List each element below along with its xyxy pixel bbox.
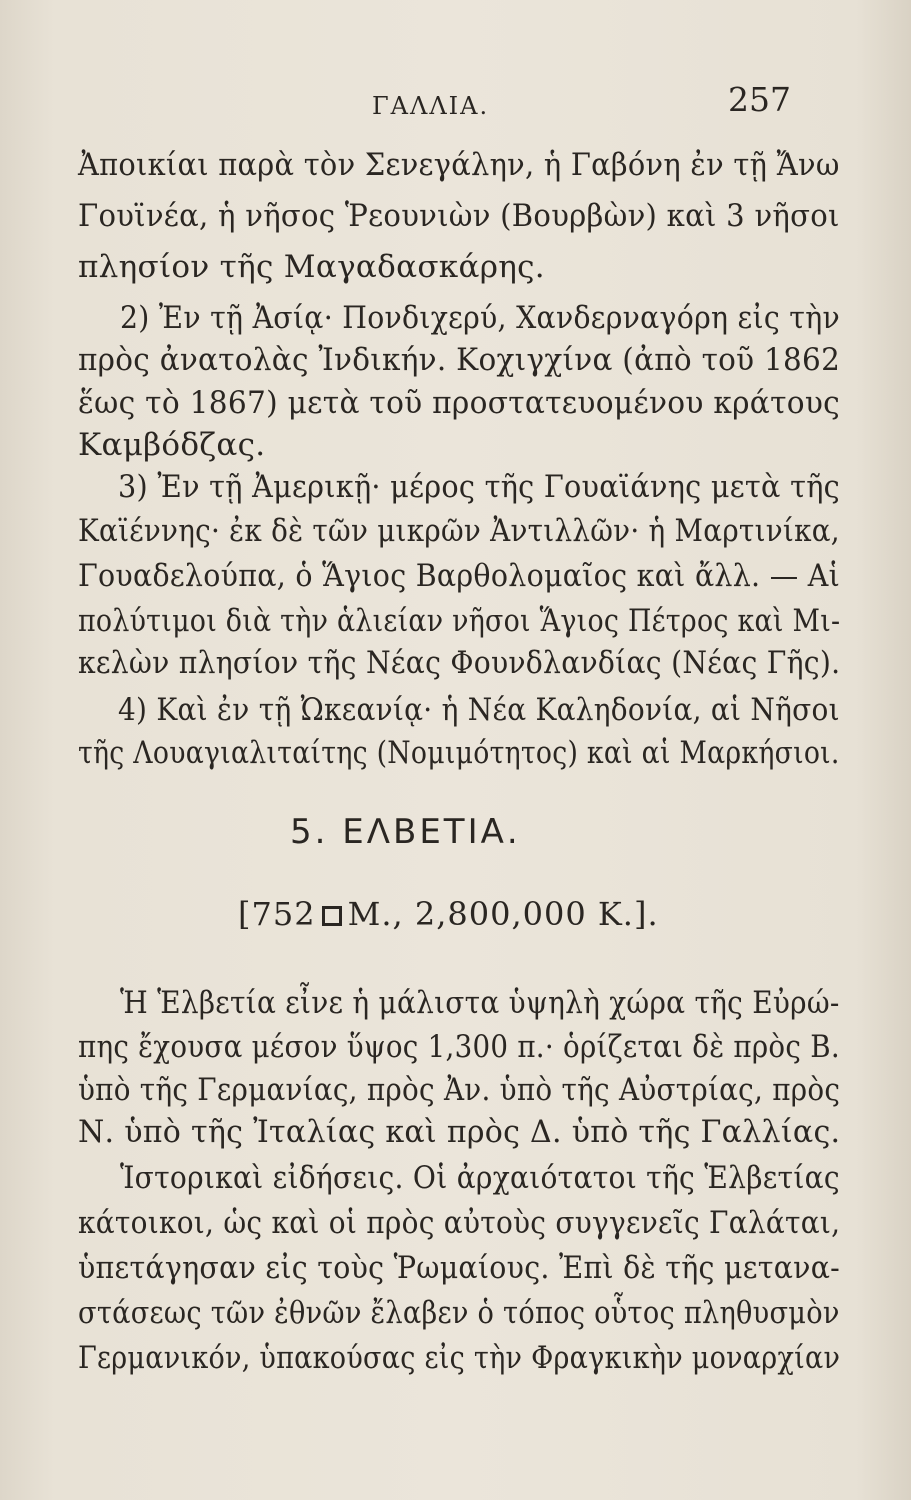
stats-population: Μ., 2,800,000 Κ.]. (347, 895, 659, 933)
text-line: Γουϊνέα, ἡ νῆσος Ῥεουνιὼν (Βουρβὼν) καὶ 3 νῆσοι (78, 198, 840, 234)
text-line: στάσεως τῶν ἐθνῶν ἔλαβεν ὁ τόπος οὗτος πληθυσμὸν (78, 1295, 840, 1331)
text-line: Ἡ Ἑλβετία εἶνε ἡ μάλιστα ὑψηλὴ χώρα τῆς Εὐρώ- (120, 985, 840, 1021)
text-line: Ἱστορικαὶ εἰδήσεις. Οἱ ἀρχαιότατοι τῆς Ἑλβετίας (120, 1160, 840, 1196)
text-line: τῆς Λουαγιαλιταίτης (Νομιμότητος) καὶ αἱ Μαρκήσιοι. (78, 735, 840, 771)
running-header-title: ΓΑΛΛΙΑ. (372, 92, 490, 120)
page-number: 257 (728, 80, 791, 119)
text-line: Γουαδελούπα, ὁ Ἅγιος Βαρθολομαῖος καὶ ἄλλ. — Αἱ (78, 558, 841, 594)
text-line: ὑπὸ τῆς Γερμανίας, πρὸς Ἀν. ὑπὸ τῆς Αὐστρίας, πρὸς (78, 1072, 841, 1108)
text-line: ἕως τὸ 1867) μετὰ τοῦ προστατευομένου κράτους (78, 385, 840, 421)
text-line: πρὸς ἀνατολὰς Ἰνδικήν. Κοχιγχίνα (ἀπὸ τοῦ 1862 (78, 342, 841, 378)
stats-area: [752 (238, 895, 316, 933)
text-line: Γερμανικόν, ὑπακούσας εἰς τὴν Φραγκικὴν μοναρχίαν (78, 1340, 841, 1376)
text-line: κελὼν πλησίον τῆς Νέας Φουνδλανδίας (Νέας Γῆς). (78, 645, 841, 681)
text-line: 2) Ἐν τῇ Ἀσίᾳ· Πονδιχερύ, Χανδερναγόρη εἰς τὴν (120, 300, 840, 336)
text-line: Ἀποικίαι παρὰ τὸν Σενεγάλην, ἡ Γαβόνη ἐν τῇ Ἄνω (78, 147, 840, 183)
text-line: πλησίον τῆς Μαγαδασκάρης. (78, 249, 545, 285)
text-line: Καϊέννης· ἐκ δὲ τῶν μικρῶν Ἀντιλλῶν· ἡ Μαρτινίκα, (78, 513, 840, 549)
text-line: πολύτιμοι διὰ τὴν ἁλιείαν νῆσοι Ἅγιος Πέτρος καὶ Μι- (78, 603, 841, 639)
text-line: 3) Ἐν τῇ Ἀμερικῇ· μέρος τῆς Γουαϊάνης μετὰ τῆς (118, 469, 840, 505)
square-icon (322, 906, 342, 926)
section-heading: 5. ΕΛΒΕΤΙΑ. (290, 812, 521, 852)
text-line: 4) Καὶ ἐν τῇ Ὠκεανίᾳ· ἡ Νέα Καληδονία, αἱ Νῆσοι (118, 692, 840, 728)
text-line: κάτοικοι, ὡς καὶ οἱ πρὸς αὐτοὺς συγγενεῖς Γαλάται, (78, 1205, 841, 1241)
text-line: Καμβόδζας. (78, 427, 266, 463)
area-population-stats (238, 895, 659, 933)
text-line: πης ἔχουσα μέσον ὕψος 1,300 π.· ὁρίζεται δὲ πρὸς Β. (78, 1029, 840, 1065)
text-line: Ν. ὑπὸ τῆς Ἰταλίας καὶ πρὸς Δ. ὑπὸ τῆς Γαλλίας. (78, 1114, 841, 1150)
text-line: ὑπετάγησαν εἰς τοὺς Ῥωμαίους. Ἐπὶ δὲ τῆς μετανα- (78, 1250, 841, 1286)
